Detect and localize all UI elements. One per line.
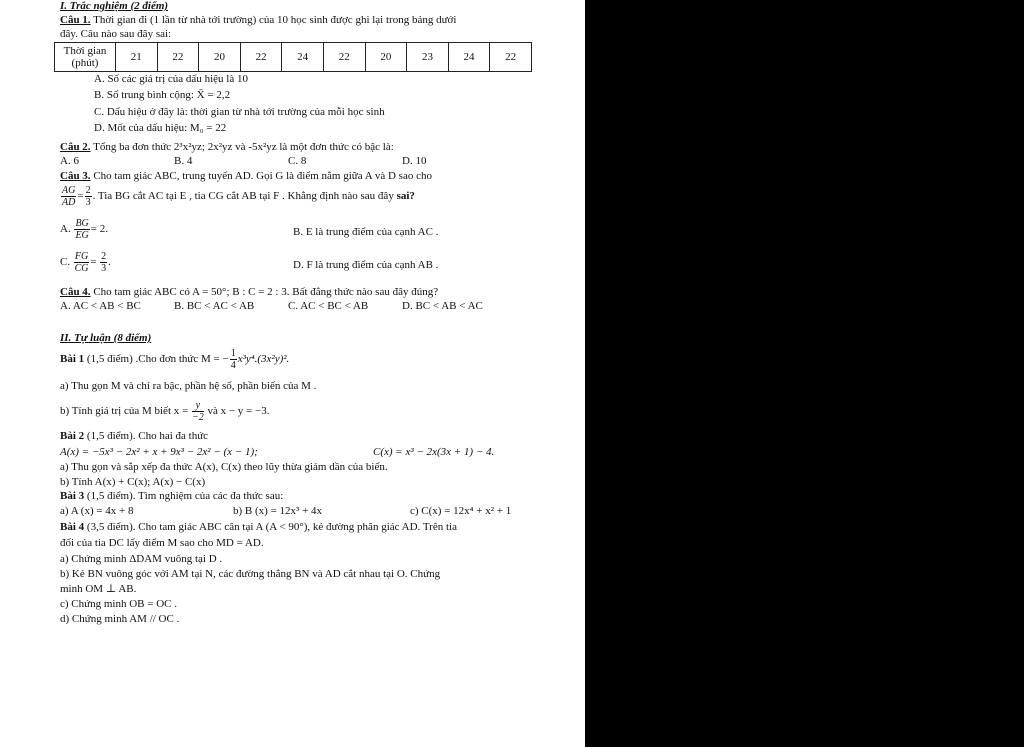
table-cell: 22	[240, 43, 282, 72]
q4-option-a: A. AC < AB < BC	[60, 300, 141, 312]
time-table	[54, 42, 532, 72]
q2-option-a: A. 6	[60, 155, 79, 167]
bai-4-text: Bài 4 (3,5 điểm). Cho tam giác ABC cân tại A (A < 90°), kẻ đường phân giác AD. Trên tia	[60, 521, 457, 533]
bai-4-part-c: c) Chứng minh OB = OC .	[60, 598, 177, 610]
black-background-area	[585, 0, 1024, 747]
table-cell: 24	[448, 43, 490, 72]
bai-4-part-a: a) Chứng minh ΔDAM vuông tại D .	[60, 553, 223, 565]
bai-3-part-c: c) C(x) = 12x⁴ + x² + 1	[410, 505, 512, 517]
bai-2-part-b: b) Tính A(x) + C(x); A(x) − C(x)	[60, 476, 206, 488]
bai-4-part-b: b) Kẻ BN vuông góc với AM tại N, các đường thẳng BN và AD cắt nhau tại O. Chứng	[60, 568, 441, 580]
bai-1-text: Bài 1 (1,5 điểm) .Cho đơn thức M = − $\frac{1}{4}$ x³y⁴.(3x²y)².	[60, 348, 290, 371]
bai-1-part-a: a) Thu gọn M và chỉ ra bậc, phần hệ số, phần biến của M .	[60, 380, 317, 392]
q1-option-d: D. Mốt của dấu hiệu: M₀ = 22	[94, 122, 227, 134]
table-cell: 20	[365, 43, 407, 72]
table-cell: 23	[407, 43, 449, 72]
section-title-essay: II. Tự luận (8 điểm)	[60, 332, 152, 344]
q4-option-d: D. BC < AB < AC	[402, 300, 483, 312]
table-header-cell: Thời gian (phút)	[55, 43, 116, 72]
q3-option-d: D. F là trung điểm của cạnh AB .	[293, 259, 439, 271]
table-cell: 21	[116, 43, 158, 72]
bai-3-part-a: a) A (x) = 4x + 8	[60, 505, 134, 517]
fraction-ag-ad: $\frac{AG}{AD}$	[62, 185, 76, 208]
question-2-text: Câu 2. Tổng ba đơn thức 2³x²yz; 2x²yz và -5x²yz là một đơn thức có bậc là:	[60, 141, 394, 153]
q1-option-a: A. Số các giá trị của dấu hiệu là 10	[94, 73, 248, 85]
bai-2-poly-a: A(x) = −5x³ − 2x² + x + 9x³ − 2x² − (x − 1);	[60, 446, 258, 458]
q1-option-b: B. Số trung bình cộng: X̄ = 2,2	[94, 89, 231, 101]
bai-2-text: Bài 2 (1,5 điểm). Cho hai đa thức	[60, 430, 209, 442]
bai-2-part-a: a) Thu gọn và sắp xếp đa thức A(x), C(x) theo lũy thừa giảm dần của biến.	[60, 461, 388, 473]
question-1-text: Câu 1. Thời gian đi (1 lần từ nhà tới trường) của 10 học sinh được ghi lại trong bảng dưới	[60, 14, 457, 26]
table-cell: 22	[490, 43, 532, 72]
question-3-text-line2: $\frac{AG}{AD}$ = $\frac{2}{3}$ . Tia BG cắt AC tại E , tia CG cắt AB tại F . Khẳng định nào sau đây sai?	[62, 185, 415, 208]
q3-option-a: A. $\frac{BG}{EG}$ = 2.	[60, 218, 109, 241]
q4-option-c: C. AC < BC < AB	[288, 300, 369, 312]
table-cell: 20	[199, 43, 241, 72]
q2-option-d: D. 10	[402, 155, 427, 167]
section-title-multiple-choice: I. Trắc nghiệm (2 điểm)	[60, 0, 169, 12]
bai-1-part-b: b) Tính giá trị của M biết x = $\frac{y}{-2}$ và x − y = −3.	[60, 400, 270, 423]
q2-option-c: C. 8	[288, 155, 307, 167]
fraction-two-thirds: $\frac{2}{3}$	[85, 185, 91, 208]
bai-2-poly-c: C(x) = x³ − 2x(3x + 1) − 4.	[373, 446, 495, 458]
table-cell: 22	[323, 43, 365, 72]
q2-option-b: B. 4	[174, 155, 193, 167]
question-3-text: Câu 3. Cho tam giác ABC, trung tuyến AD. Gọi G là điểm nằm giữa A và D sao cho	[60, 170, 432, 182]
bai-4-text-line2: đối của tia DC lấy điểm M sao cho MD = AD.	[60, 537, 264, 549]
bai-3-text: Bài 3 (1,5 điểm). Tìm nghiệm của các đa thức sau:	[60, 490, 284, 502]
q1-option-c: C. Dấu hiệu ở đây là: thời gian từ nhà tới trường của mỗi học sinh	[94, 106, 385, 118]
q3-option-c: C. $\frac{FG}{CG}$ = $\frac{2}{3}$ .	[60, 251, 111, 274]
table-cell: 24	[282, 43, 324, 72]
bai-4-part-b-line2: minh OM ⊥ AB.	[60, 583, 137, 595]
q3-option-b: B. E là trung điểm của cạnh AC .	[293, 226, 439, 238]
question-4-text: Câu 4. Cho tam giác ABC có A = 50°; B : C = 2 : 3. Bất đẳng thức nào sau đây đúng?	[60, 286, 439, 298]
bai-4-part-d: d) Chứng minh AM // OC .	[60, 613, 180, 625]
q4-option-b: B. BC < AC < AB	[174, 300, 255, 312]
bai-3-part-b: b) B (x) = 12x³ + 4x	[233, 505, 323, 517]
table-cell: 22	[157, 43, 199, 72]
question-1-text-line2: đây. Câu nào sau đây sai:	[60, 28, 172, 40]
